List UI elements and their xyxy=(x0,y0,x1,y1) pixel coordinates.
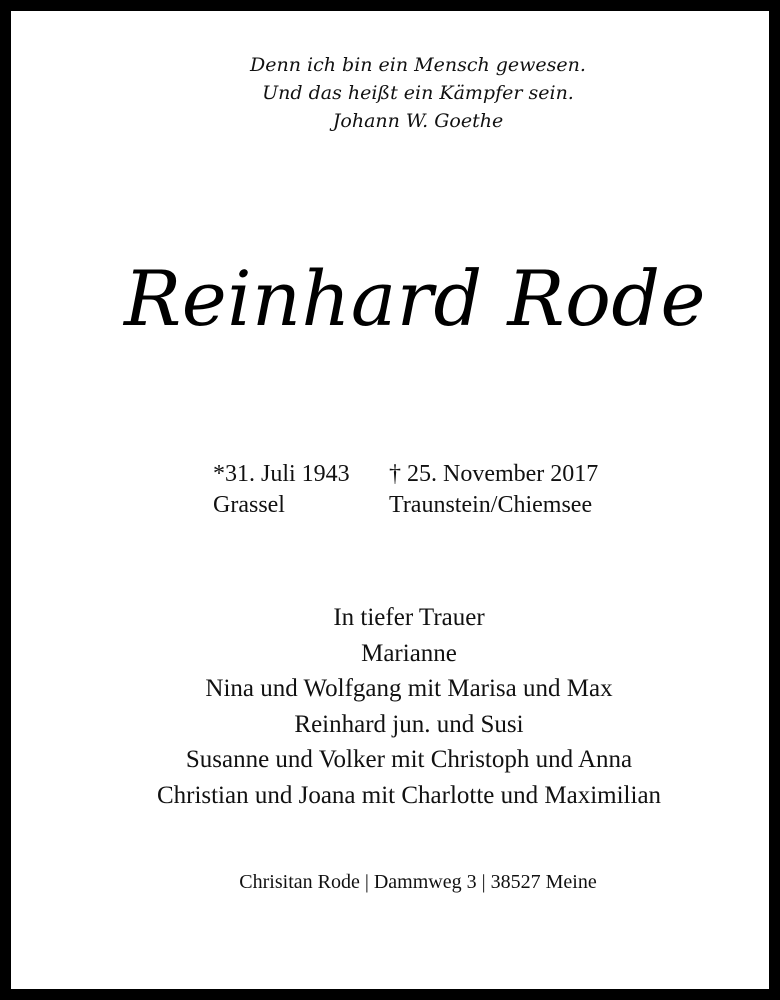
death-date: † 25. November 2017 xyxy=(389,461,599,487)
mourner-line: Reinhard jun. und Susi xyxy=(294,710,524,738)
death-info xyxy=(389,459,598,521)
mourner-line: Christian und Joana mit Charlotte und Maximilian xyxy=(156,781,662,809)
mourning-intro: In tiefer Trauer xyxy=(333,604,485,631)
mourner-line: Marianne xyxy=(361,639,457,667)
birth-info xyxy=(213,459,350,521)
mourner-line: Susanne und Volker mit Christoph und Anna xyxy=(185,746,633,773)
mourner-line: Nina und Wolfgang mit Marisa und Max xyxy=(205,675,613,702)
goethe-quote xyxy=(28,51,780,135)
quote-line-1: Denn ich bin ein Mensch gewesen. xyxy=(250,54,586,76)
contact-address: Chrisitan Rode | Dammweg 3 | 38527 Meine xyxy=(239,871,597,893)
deceased-name: Reinhard Rode xyxy=(124,254,706,343)
quote-author: Johann W. Goethe xyxy=(332,110,504,132)
birth-place: Grassel xyxy=(213,492,285,518)
quote-line-2: Und das heißt ein Kämpfer sein. xyxy=(262,82,574,104)
mourners-list xyxy=(19,600,780,813)
death-place: Traunstein/Chiemsee xyxy=(389,492,593,518)
birth-date: *31. Juli 1943 xyxy=(213,461,350,487)
